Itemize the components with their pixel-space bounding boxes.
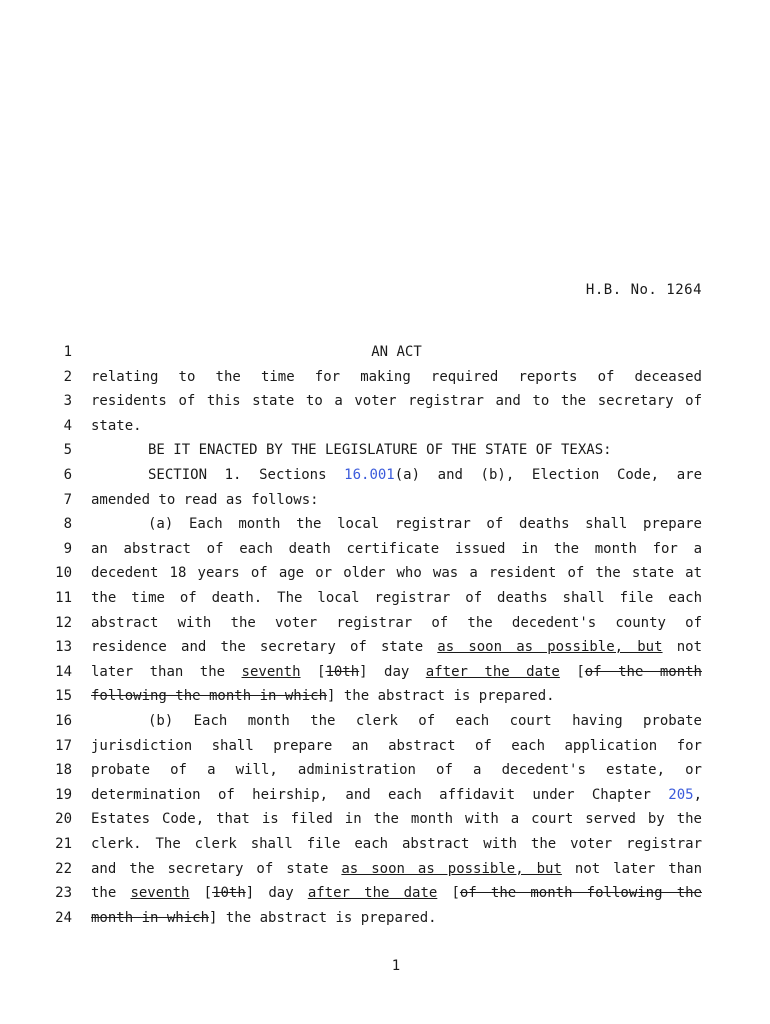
text-run: jurisdiction shall prepare an abstract of each application for: [91, 737, 702, 754]
line-text: [91, 908, 702, 928]
line-number: 10: [55, 565, 72, 582]
line-text: [91, 711, 702, 731]
inserted-text: after the date: [307, 885, 438, 902]
inserted-text: as soon as possible, but: [341, 860, 562, 877]
bill-line: [0, 883, 770, 903]
deleted-text: of the month following the: [459, 885, 702, 902]
line-number: 13: [55, 639, 72, 656]
bill-line: [0, 563, 770, 583]
line-text: [91, 391, 702, 411]
line-text: [91, 637, 702, 657]
inserted-text: seventh: [241, 663, 301, 680]
bill-line: [0, 662, 770, 682]
inserted-text: after the date: [425, 663, 560, 680]
text-run: residents of this state to a voter registrar and to the secretary of: [91, 393, 702, 410]
deleted-text: 10th: [212, 885, 246, 902]
text-run: (a) Each month the local registrar of deaths shall prepare: [148, 516, 702, 533]
line-number: 21: [55, 836, 72, 852]
bill-line: [0, 440, 770, 460]
line-number: 6: [63, 467, 72, 483]
line-number: 19: [55, 786, 72, 803]
text-run: probate of a will, administration of a decedent's estate, or: [91, 762, 702, 779]
text-run: amended to read as follows:: [91, 491, 319, 508]
deleted-text: following the month in which: [91, 688, 328, 705]
text-run: abstract with the voter registrar of the decedent's county of: [91, 614, 702, 631]
line-number: 3: [63, 393, 72, 410]
deleted-text: 10th: [325, 663, 360, 680]
bill-line: [0, 342, 770, 362]
line-text: [91, 416, 702, 436]
line-text: [91, 367, 702, 387]
text-run: [: [300, 663, 326, 680]
line-number: 18: [55, 762, 72, 779]
line-text: [91, 613, 702, 633]
text-run: and the secretary of state: [91, 860, 342, 877]
line-text: [91, 563, 702, 583]
bill-line: [0, 637, 770, 657]
line-text: [91, 883, 702, 903]
text-run: ] the abstract is prepared.: [209, 909, 437, 926]
bill-line: [0, 859, 770, 879]
text-run: the time of death. The local registrar of deaths shall file each: [91, 590, 702, 606]
text-run: residence and the secretary of state: [91, 639, 438, 656]
text-run: [: [559, 663, 585, 680]
bill-line: [0, 391, 770, 411]
line-number: 11: [55, 590, 72, 606]
line-text: [91, 662, 702, 682]
line-number: 8: [63, 516, 72, 533]
line-text: [91, 465, 702, 485]
bill-line: [0, 809, 770, 829]
bill-line: [0, 613, 770, 633]
line-text: [91, 736, 702, 756]
line-text: [91, 785, 702, 805]
line-text: [91, 490, 702, 510]
line-number: 15: [55, 688, 72, 705]
text-run: ] day: [359, 663, 426, 680]
bill-line: [0, 760, 770, 780]
deleted-text: month in which: [91, 909, 210, 926]
line-number: 2: [63, 368, 72, 385]
line-number: 17: [55, 737, 72, 754]
bill-line: [0, 416, 770, 436]
text-run: relating to the time for making required reports of deceased: [91, 368, 702, 385]
bill-line: [0, 711, 770, 731]
text-run: AN ACT: [371, 344, 422, 360]
line-text: [91, 859, 702, 879]
line-number: 9: [63, 540, 72, 557]
line-text: [91, 440, 702, 460]
bill-number: H.B. No. 1264: [585, 282, 702, 298]
line-number: 7: [63, 491, 72, 508]
statute-link[interactable]: 205: [668, 786, 694, 803]
text-run: an abstract of each death certificate issued in the month for a: [91, 540, 702, 557]
text-run: clerk. The clerk shall file each abstract with the voter registrar: [91, 836, 702, 852]
text-run: later than the: [91, 663, 242, 680]
text-run: the: [91, 885, 131, 902]
text-run: [: [189, 885, 213, 902]
line-number: 1: [63, 344, 72, 360]
text-run: SECTION 1. Sections: [148, 467, 345, 483]
line-number: 22: [55, 860, 72, 877]
line-number: 14: [55, 663, 72, 680]
line-text: [91, 834, 702, 854]
line-number: 20: [55, 811, 72, 828]
text-run: determination of heirship, and each affidavit under Chapter: [91, 786, 669, 803]
line-number: 4: [63, 417, 72, 434]
bill-line: [0, 908, 770, 928]
bill-line: [0, 834, 770, 854]
text-run: (b) Each month the clerk of each court having probate: [148, 713, 702, 729]
line-text: [91, 342, 702, 362]
text-run: ,: [693, 786, 702, 803]
text-run: BE IT ENACTED BY THE LEGISLATURE OF THE STATE OF TEXAS:: [148, 442, 612, 459]
bill-line: [0, 465, 770, 485]
bill-line: [0, 539, 770, 559]
line-number: 12: [55, 614, 72, 631]
text-run: [: [437, 885, 460, 902]
text-run: decedent 18 years of age or older who was a resident of the state at: [91, 565, 702, 582]
text-run: ] the abstract is prepared.: [327, 688, 555, 705]
line-text: [91, 809, 702, 829]
text-run: state.: [91, 417, 142, 434]
line-text: [91, 514, 702, 534]
inserted-text: seventh: [130, 885, 190, 902]
bill-line: [0, 686, 770, 706]
deleted-text: of the month: [584, 663, 702, 680]
line-number: 23: [55, 885, 72, 902]
line-text: [91, 686, 702, 706]
text-run: not later than: [561, 860, 702, 877]
line-number: 24: [55, 909, 72, 926]
line-text: [91, 760, 702, 780]
inserted-text: as soon as possible, but: [437, 639, 663, 656]
bill-line: [0, 490, 770, 510]
line-text: [91, 588, 702, 608]
page-number: 1: [391, 958, 401, 974]
bill-line: [0, 736, 770, 756]
bill-line: [0, 588, 770, 608]
bill-line: [0, 514, 770, 534]
text-run: not: [662, 639, 702, 656]
bill-line: [0, 785, 770, 805]
text-run: ] day: [245, 885, 308, 902]
text-run: (a) and (b), Election Code, are: [394, 467, 702, 483]
line-text: [91, 539, 702, 559]
line-number: 5: [63, 442, 72, 459]
statute-link[interactable]: 16.001: [344, 467, 395, 483]
bill-line: [0, 367, 770, 387]
line-number: 16: [55, 713, 72, 729]
text-run: Estates Code, that is filed in the month with a court served by the: [91, 811, 702, 828]
